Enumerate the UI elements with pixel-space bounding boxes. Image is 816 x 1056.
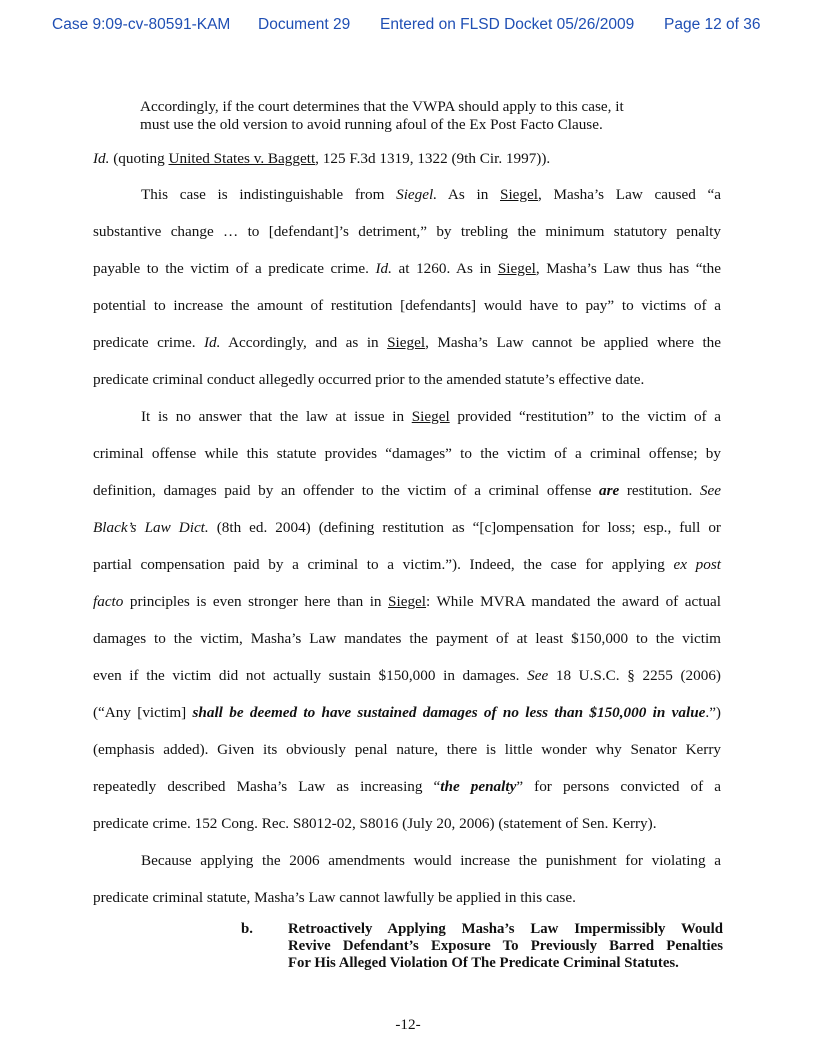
paragraph-line	[93, 334, 721, 352]
text: As in	[437, 186, 500, 203]
paragraph-line	[141, 186, 721, 204]
quote-line: Accordingly, if the court determines that the VWPA should apply to this case, it	[140, 98, 624, 115]
paragraph-line	[93, 519, 721, 537]
paragraph-line	[93, 704, 721, 722]
signal: See	[527, 667, 549, 684]
citation-text: , 125 F.3d 1319, 1322 (9th Cir. 1997)).	[315, 150, 551, 167]
case-ref: Siegel.	[396, 186, 438, 203]
paragraph-line: potential to increase the amount of restitution [defendants] would have to pay” to victims of a	[93, 297, 721, 314]
page-number: -12-	[395, 1016, 421, 1033]
text: even if the victim did not actually sustain $150,000 in damages.	[93, 667, 528, 684]
emphasis: are	[598, 482, 620, 499]
paragraph-line	[93, 556, 721, 574]
document-number: Document 29	[258, 16, 351, 33]
text: , Masha’s Law thus has “the	[535, 260, 721, 277]
docket-entry: Entered on FLSD Docket 05/26/2009	[380, 16, 635, 33]
text: ” for persons convicted of a	[516, 778, 722, 795]
text: , Masha’s Law caused “a	[537, 186, 722, 203]
paragraph-line	[93, 482, 721, 500]
text: payable to the victim of a predicate crime.	[93, 260, 376, 277]
section-title	[288, 921, 723, 972]
text: predicate crime.	[93, 334, 204, 351]
paragraph-line: predicate criminal statute, Masha’s Law cannot lawfully be applied in this case.	[93, 889, 576, 906]
text: repeatedly described Masha’s Law as increasing “	[93, 778, 441, 795]
latin-term: ex post	[673, 556, 721, 573]
case-ref: Siegel	[411, 408, 450, 425]
page-of-total: Page 12 of 36	[664, 16, 761, 33]
id-cite: Id.	[375, 260, 392, 277]
text: (8th ed. 2004) (defining restitution as “[c]ompensation for loss; esp., full or	[208, 519, 721, 536]
text: Accordingly, and as in	[220, 334, 388, 351]
text: provided “restitution” to the victim of a	[449, 408, 722, 425]
paragraph-line	[141, 408, 721, 426]
paragraph-line: predicate criminal conduct allegedly occurred prior to the amended statute’s effective date.	[93, 371, 645, 388]
case-number: Case 9:09-cv-80591-KAM	[52, 16, 231, 33]
text: (“Any [victim]	[93, 704, 193, 721]
emphasis: shall be deemed to have sustained damages of no less than $150,000 in value	[192, 704, 706, 721]
paragraph-line: predicate crime. 152 Cong. Rec. S8012-02, S8016 (July 20, 2006) (statement of Sen. Kerry).	[93, 815, 657, 832]
case-ref: Siegel	[387, 334, 426, 351]
id-cite: Id.	[203, 334, 221, 351]
text: 18 U.S.C. § 2255 (2006)	[548, 667, 721, 684]
case-name: United States v. Baggett	[168, 150, 316, 167]
paragraph-line: damages to the victim, Masha’s Law mandates the payment of at least $150,000 to the victim	[93, 630, 721, 647]
citation-text: (quoting	[109, 150, 169, 167]
text: This case is indistinguishable from	[141, 186, 397, 203]
text: .”)	[705, 704, 721, 721]
paragraph-line: substantive change … to [defendant]’s detriment,” by trebling the minimum statutory penalty	[93, 223, 721, 240]
case-ref: Siegel	[500, 186, 538, 203]
paragraph-line: Because applying the 2006 amendments would increase the punishment for violating a	[141, 852, 721, 869]
text: restitution.	[619, 482, 700, 499]
paragraph-line	[93, 260, 721, 278]
signal: See	[699, 482, 721, 499]
paragraph-line	[93, 667, 721, 685]
citation-line	[93, 150, 721, 168]
text: partial compensation paid by a criminal to a victim.”). Indeed, the case for applying	[93, 556, 674, 573]
text: principles is even stronger here than in	[123, 593, 389, 610]
heading-line: Revive Defendant’s Exposure To Previously Barred Penalties	[288, 938, 723, 954]
text: It is no answer that the law at issue in	[141, 408, 412, 425]
source-title: Black’s Law Dict.	[93, 519, 209, 536]
case-ref: Siegel	[388, 593, 427, 610]
text: at 1260. As in	[391, 260, 498, 277]
case-ref: Siegel	[497, 260, 536, 277]
paragraph-line: criminal offense while this statute provides “damages” to the victim of a criminal offense; by	[93, 445, 721, 462]
heading-line: Retroactively Applying Masha’s Law Impermissibly Would	[288, 921, 723, 937]
text: : While MVRA mandated the award of actual	[426, 593, 721, 610]
paragraph-line	[93, 593, 721, 611]
section-letter: b.	[241, 921, 253, 937]
latin-term: facto	[93, 593, 124, 610]
text: , Masha’s Law cannot be applied where the	[425, 334, 721, 351]
id-cite: Id.	[93, 150, 110, 167]
paragraph-line	[93, 778, 721, 796]
emphasis: the penalty	[440, 778, 517, 795]
quote-line: must use the old version to avoid running afoul of the Ex Post Facto Clause.	[140, 116, 603, 133]
paragraph-line: (emphasis added). Given its obviously penal nature, there is little wonder why Senator Kerry	[93, 741, 721, 758]
block-quote	[140, 98, 700, 134]
heading-line: For His Alleged Violation Of The Predicate Criminal Statutes.	[288, 955, 679, 971]
text: definition, damages paid by an offender to the victim of a criminal offense	[93, 482, 599, 499]
